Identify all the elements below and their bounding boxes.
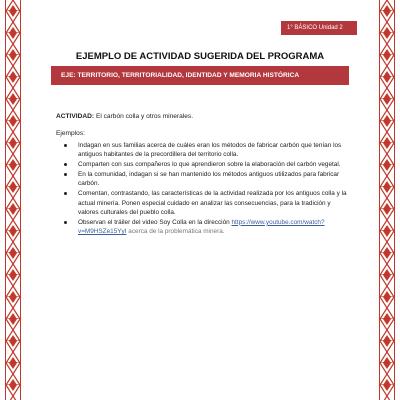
border-tick <box>379 296 395 297</box>
border-tick <box>5 384 21 385</box>
list-item-text: Comentan, contrastando, las características de la actividad realizada por los antiguos colla y la actual minería. Ponen especial cuidado en analizar las consecuencias, para la tradición y valores culturales del pueblo colla. <box>78 190 347 216</box>
bullet-icon <box>64 173 67 176</box>
border-tick <box>5 164 21 165</box>
border-tick <box>379 384 395 385</box>
border-tick <box>5 76 21 77</box>
border-tick <box>5 252 21 253</box>
border-tick <box>379 164 395 165</box>
activity-label: ACTIVIDAD: <box>56 113 95 120</box>
bullet-icon <box>64 192 67 195</box>
list-item <box>78 141 348 159</box>
border-tick <box>5 340 21 341</box>
list-item <box>78 170 348 188</box>
border-tick <box>379 274 395 275</box>
border-tick <box>5 142 21 143</box>
list-item-text: Comparten con sus compañeros lo que aprendieron sobre la elaboración del carbón vegetal. <box>78 161 341 169</box>
border-tick <box>5 186 21 187</box>
border-diamond <box>6 396 20 400</box>
bullet-icon <box>64 163 67 166</box>
examples-list <box>78 141 348 237</box>
video-link[interactable]: https://www.youtube.com/watch?v=M9HSZe15YyI <box>78 218 325 236</box>
border-tick <box>5 230 21 231</box>
activity-line <box>56 113 193 120</box>
border-tick <box>379 230 395 231</box>
border-tick <box>379 208 395 209</box>
border-tick <box>379 186 395 187</box>
list-item <box>78 218 348 236</box>
border-tick <box>379 10 395 11</box>
list-item-text: Observan el tráiler del video Soy Colla en la dirección <box>78 218 232 226</box>
border-tick <box>379 362 395 363</box>
grade-unit-badge: 1° BÁSICO Unidad 2 <box>281 21 357 35</box>
border-tick <box>379 252 395 253</box>
border-tick <box>5 208 21 209</box>
border-tick <box>379 98 395 99</box>
border-tick <box>5 120 21 121</box>
list-item-text: En la comunidad, indagan si se han mantenido los métodos antiguos utilizados para fabricar carbón. <box>78 171 340 188</box>
border-tick <box>5 362 21 363</box>
border-tick <box>5 318 21 319</box>
list-item <box>78 160 348 169</box>
border-tick <box>379 318 395 319</box>
border-tick <box>379 340 395 341</box>
border-tick <box>5 10 21 11</box>
border-diamond <box>380 396 394 400</box>
border-tick <box>379 32 395 33</box>
bullet-icon <box>64 221 67 224</box>
link-suffix-text: acerca de la problemática minera. <box>126 228 225 236</box>
border-tick <box>379 76 395 77</box>
bullet-icon <box>64 144 67 147</box>
activity-text: El carbón colla y otros minerales. <box>94 113 194 120</box>
page-title: EJEMPLO DE ACTIVIDAD SUGERIDA DEL PROGRAMA <box>75 51 325 62</box>
border-tick <box>5 274 21 275</box>
list-item-text: Indagan en sus familias acerca de cuáles eran los métodos de fabricar carbón que tenían los antiguos habitantes de la precordillera del territorio colla. <box>78 142 342 159</box>
border-tick <box>5 296 21 297</box>
border-tick <box>379 120 395 121</box>
border-tick <box>5 98 21 99</box>
border-tick <box>379 142 395 143</box>
list-item <box>78 189 348 217</box>
examples-label: Ejemplos: <box>56 130 85 137</box>
border-tick <box>5 32 21 33</box>
section-banner: EJE: TERRITORIO, TERRITORIALIDAD, IDENTIDAD Y MEMORIA HISTÓRICA <box>51 66 349 85</box>
